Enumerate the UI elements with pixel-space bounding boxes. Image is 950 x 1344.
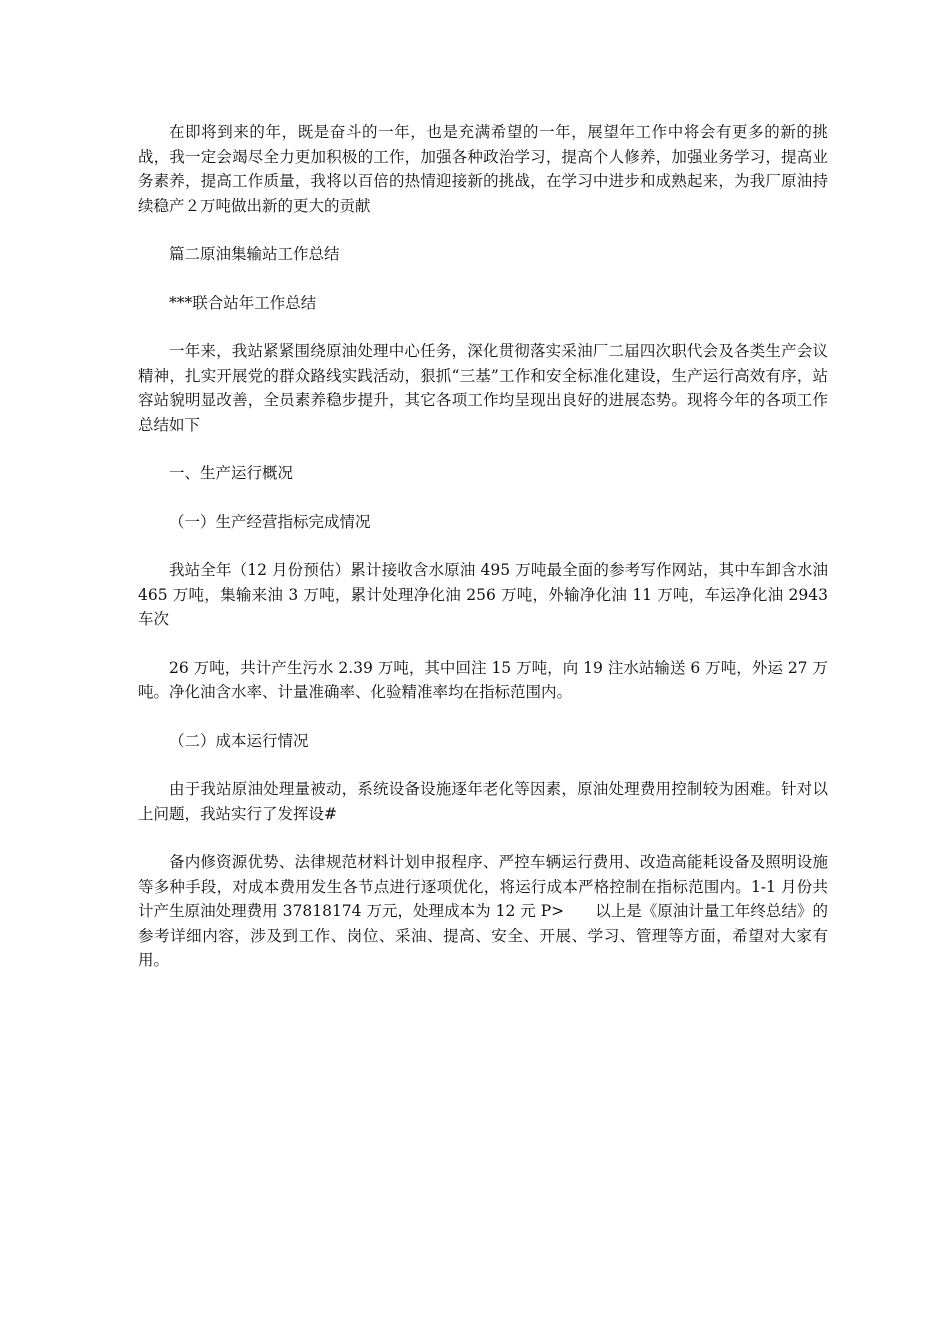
paragraph-cost-problem: 由于我站原油处理量被动，系统设备设施逐年老化等因素，原油处理费用控制较为困难。针对以上问题，我站实行了发挥设# (138, 780, 828, 823)
heading-production-overview: 一、生产运行概况 (169, 464, 294, 482)
paragraph-closing-outlook: 在即将到来的年，既是奋斗的一年，也是充满希望的一年，展望年工作中将会有更多的新的挑战，我一定会竭尽全力更加积极的工作，加强各种政治学习，提高个人修养，加强业务学习，提高业务素养，提高工作质量，我将以百倍的热情迎接新的挑战，在学习中进步和成熟起来，为我厂原油持续稳产２万吨做出新的更大的贡献 (138, 123, 828, 215)
heading-indicators: （一）生产经营指标完成情况 (169, 512, 371, 531)
section-title: 篇二原油集输站工作总结 (169, 245, 340, 263)
document-body (138, 120, 828, 973)
paragraph-cost-measures: 备内修资源优势、法律规范材料计划申报程序、严控车辆运行费用、改造高能耗设备及照明设施等多种手段，对成本费用发生各节点进行逐项优化，将运行成本严格控制在指标范围内。1-1 月份共计产生原油处理费用 37818174 万元，处理成本为 12 元 P> 以上是《原油计量工年终总结》的参考详细内容，涉及到工作、岗位、采油、提高、安全、开展、学习、管理等方面，希望对大家有用。 (138, 853, 828, 969)
paragraph-indicators: 我站全年（12 月份预估）累计接收含水原油 495 万吨最全面的参考写作网站，其中车卸含水油 465 万吨，集输来油 3 万吨，累计处理净化油 256 万吨，外输净化油 11 万吨，车运净化油 2943 车次 (138, 561, 828, 628)
paragraph-wastewater: 26 万吨，共计产生污水 2.39 万吨，其中回注 15 万吨，向 19 注水站输送 6 万吨，外运 27 万吨。净化油含水率、计量准确率、化验精准率均在指标范围内。 (138, 658, 828, 701)
document-subtitle: ***联合站年工作总结 (169, 293, 317, 312)
heading-cost: （二）成本运行情况 (169, 731, 309, 750)
paragraph-intro: 一年来，我站紧紧围绕原油处理中心任务，深化贯彻落实采油厂二届四次职代会及各类生产会议精神，扎实开展党的群众路线实践活动，狠抓“三基”工作和安全标准化建设，生产运行高效有序，站容站貌明显改善，全员素养稳步提升，其它各项工作均呈现出良好的进展态势。现将今年的各项工作总结如下 (138, 342, 828, 434)
